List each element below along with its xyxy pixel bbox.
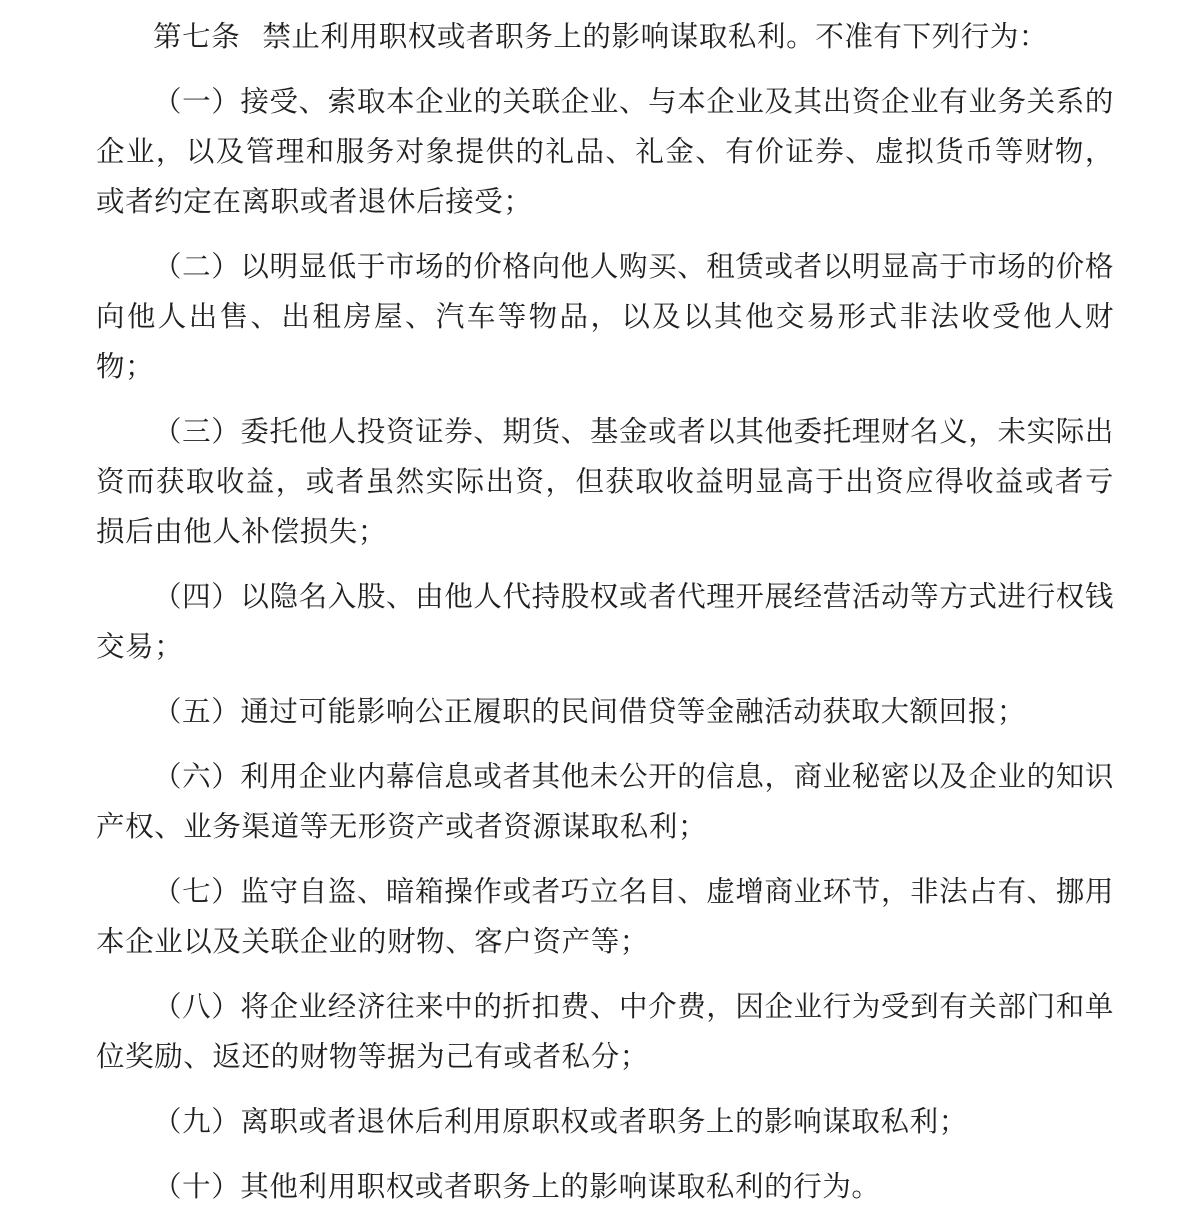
clause-mark: （一） [153, 85, 241, 118]
clause-text: 将企业经济往来中的折扣费、中介费，因企业行为受到有关部门和单位奖励、返还的财物等据为己有或者私分； [96, 990, 1114, 1073]
clause-text: 其他利用职权或者职务上的影响谋取私利的行为。 [240, 1170, 881, 1203]
clause-text: 以明显低于市场的价格向他人购买、租赁或者以明显高于市场的价格向他人出售、出租房屋、汽车等物品，以及以其他交易形式非法收受他人财物； [96, 250, 1114, 383]
clause-1 [96, 77, 1114, 227]
clause-mark: （五） [153, 695, 241, 728]
clause-10 [96, 1162, 1114, 1212]
clause-mark: （九） [153, 1105, 241, 1138]
clause-text: 委托他人投资证券、期货、基金或者以其他委托理财名义，未实际出资而获取收益，或者虽然实际出资，但获取收益明显高于出资应得收益或者亏损后由他人补偿损失； [96, 415, 1114, 548]
clause-3 [96, 407, 1114, 557]
clause-9 [96, 1097, 1114, 1147]
clause-mark: （四） [153, 580, 241, 613]
clause-text: 接受、索取本企业的关联企业、与本企业及其出资企业有业务关系的企业，以及管理和服务对象提供的礼品、礼金、有价证券、虚拟货币等财物，或者约定在离职或者退休后接受； [96, 85, 1114, 218]
clause-5 [96, 687, 1114, 737]
article-number: 第七条 [153, 20, 241, 53]
clause-4 [96, 572, 1114, 672]
clause-mark: （八） [153, 990, 241, 1023]
clause-7 [96, 867, 1114, 967]
clause-2 [96, 242, 1114, 392]
clause-text: 利用企业内幕信息或者其他未公开的信息，商业秘密以及企业的知识产权、业务渠道等无形资产或者资源谋取私利； [96, 760, 1114, 843]
clause-mark: （十） [153, 1170, 241, 1203]
clause-text: 离职或者退休后利用原职权或者职务上的影响谋取私利； [240, 1105, 968, 1138]
clause-text: 以隐名入股、由他人代持股权或者代理开展经营活动等方式进行权钱交易； [96, 580, 1114, 663]
clause-text: 通过可能影响公正履职的民间借贷等金融活动获取大额回报； [240, 695, 1027, 728]
clause-mark: （三） [153, 415, 241, 448]
clause-mark: （七） [153, 875, 241, 908]
clause-6 [96, 752, 1114, 852]
clause-text: 监守自盗、暗箱操作或者巧立名目、虚增商业环节，非法占有、挪用本企业以及关联企业的财物、客户资产等； [96, 875, 1114, 958]
clause-8 [96, 982, 1114, 1082]
article-heading [96, 12, 1114, 62]
clause-mark: （二） [153, 250, 241, 283]
article-title: 禁止利用职权或者职务上的影响谋取私利。不准有下列行为： [262, 20, 1049, 53]
clause-mark: （六） [153, 760, 241, 793]
